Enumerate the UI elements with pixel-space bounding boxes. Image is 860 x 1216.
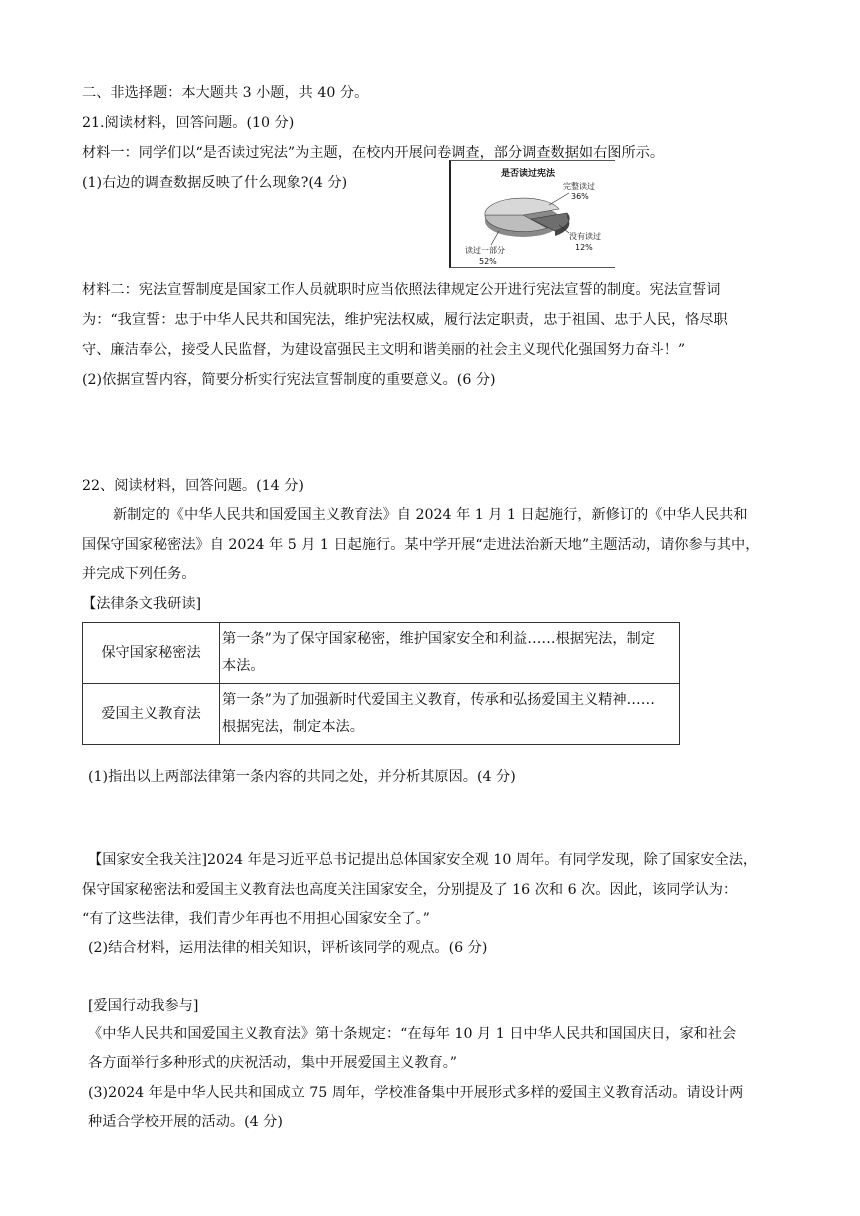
law-article-cell: [220, 623, 680, 684]
q22-sub1: (1)指出以上两部法律第一条内容的共同之处，并分析其原因。(4 分): [88, 769, 516, 785]
q21-sub2: (2)依据宣誓内容，简要分析实行宪法宣誓制度的重要意义。(6 分): [82, 372, 496, 388]
q22-section2-line: “有了这些法律，我们青少年再也不用担心国家安全了。”: [82, 911, 430, 927]
q22-section1-heading: 【法律条文我研读]: [82, 596, 202, 612]
leader-line-read-part: [491, 231, 499, 245]
q22-intro-line: 新制定的《中华人民共和国爱国主义教育法》自 2024 年 1 月 1 日起施行，新修订的《中华人民共和: [113, 507, 748, 523]
section-heading: 二、非选择题：本大题共 3 小题，共 40 分。: [82, 85, 369, 101]
label-read-part: 读过一部分: [465, 246, 505, 255]
pie-chart: [451, 161, 615, 267]
law-article-line: 第一条”为了保守国家秘密，维护国家安全和利益……根据宪法，制定: [222, 631, 655, 647]
law-article-line: 根据宪法，制定本法。: [222, 719, 364, 735]
q22-intro-line: 并完成下列任务。: [82, 566, 196, 582]
q21-title: 21.阅读材料，回答问题。(10 分): [82, 115, 295, 131]
q21-material2-line: 守、廉洁奉公，接受人民监督，为建设富强民主文明和谐美丽的社会主义现代化强国努力奋斗！”: [82, 342, 686, 358]
survey-pie-figure: [449, 160, 615, 268]
table-row: [83, 684, 680, 745]
q21-material2-line: 材料二：宪法宣誓制度是国家工作人员就职时应当依照法律规定公开进行宪法宣誓的制度。宪法宣誓词: [82, 282, 721, 298]
q22-title: 22、阅读材料，回答问题。(14 分): [82, 478, 304, 494]
law-article-line: 第一条”为了加强新时代爱国主义教育，传承和弘扬爱国主义精神……: [222, 692, 655, 708]
q22-section3-line: 《中华人民共和国爱国主义教育法》第十条规定：“在每年 10 月 1 日中华人民共和国国庆日，家和社会: [88, 1026, 737, 1042]
table-row: [83, 623, 680, 684]
q21-material1: 材料一：同学们以“是否读过宪法”为主题，在校内开展问卷调查，部分调查数据如右图所示。: [82, 145, 665, 161]
q22-sub2: (2)结合材料，运用法律的相关知识，评析该同学的观点。(6 分): [88, 940, 488, 956]
law-name-cell: 保守国家秘密法: [83, 623, 220, 684]
q22-sub3-line: 种适合学校开展的活动。(4 分): [88, 1114, 283, 1130]
law-article-cell: [220, 684, 680, 745]
label-fully-read: 完整读过: [563, 182, 595, 191]
q22-section3-line: 各方面举行多种形式的庆祝活动，集中开展爱国主义教育。”: [88, 1055, 458, 1071]
value-read-part: 52%: [479, 257, 497, 266]
q22-intro-line: 国保守国家秘密法》自 2024 年 5 月 1 日起施行。某中学开展“走进法治新天地”主题活动，请你参与其中，: [82, 537, 760, 553]
law-article-line: 本法。: [222, 658, 265, 674]
label-not-read: 没有读过: [569, 232, 601, 241]
q22-sub3-line: (3)2024 年是中华人民共和国成立 75 周年，学校准备集中开展形式多样的爱国主义教育活动。请设计两: [88, 1085, 744, 1101]
leader-line-fully-read: [549, 193, 569, 205]
q22-section3-heading: [爱国行动我参与]: [88, 998, 199, 1014]
q22-section2-line: 【国家安全我关注]2024 年是习近平总书记提出总体国家安全观 10 周年。有同学发现，除了国家安全法，: [88, 852, 758, 868]
value-fully-read: 36%: [571, 192, 589, 201]
chart-title: 是否读过宪法: [501, 169, 556, 179]
q21-sub1: (1)右边的调查数据反映了什么现象?(4 分): [82, 175, 348, 191]
law-name-cell: 爱国主义教育法: [83, 684, 220, 745]
q22-section2-line: 保守国家秘密法和爱国主义教育法也高度关注国家安全，分别提及了 16 次和 6 次。因此，该同学认为：: [82, 882, 738, 898]
value-not-read: 12%: [575, 243, 593, 252]
law-table: [82, 622, 680, 745]
q21-material2-line: 为：“我宣誓：忠于中华人民共和国宪法，维护宪法权威，履行法定职责，忠于祖国、忠于人民，恪尽职: [82, 312, 728, 328]
